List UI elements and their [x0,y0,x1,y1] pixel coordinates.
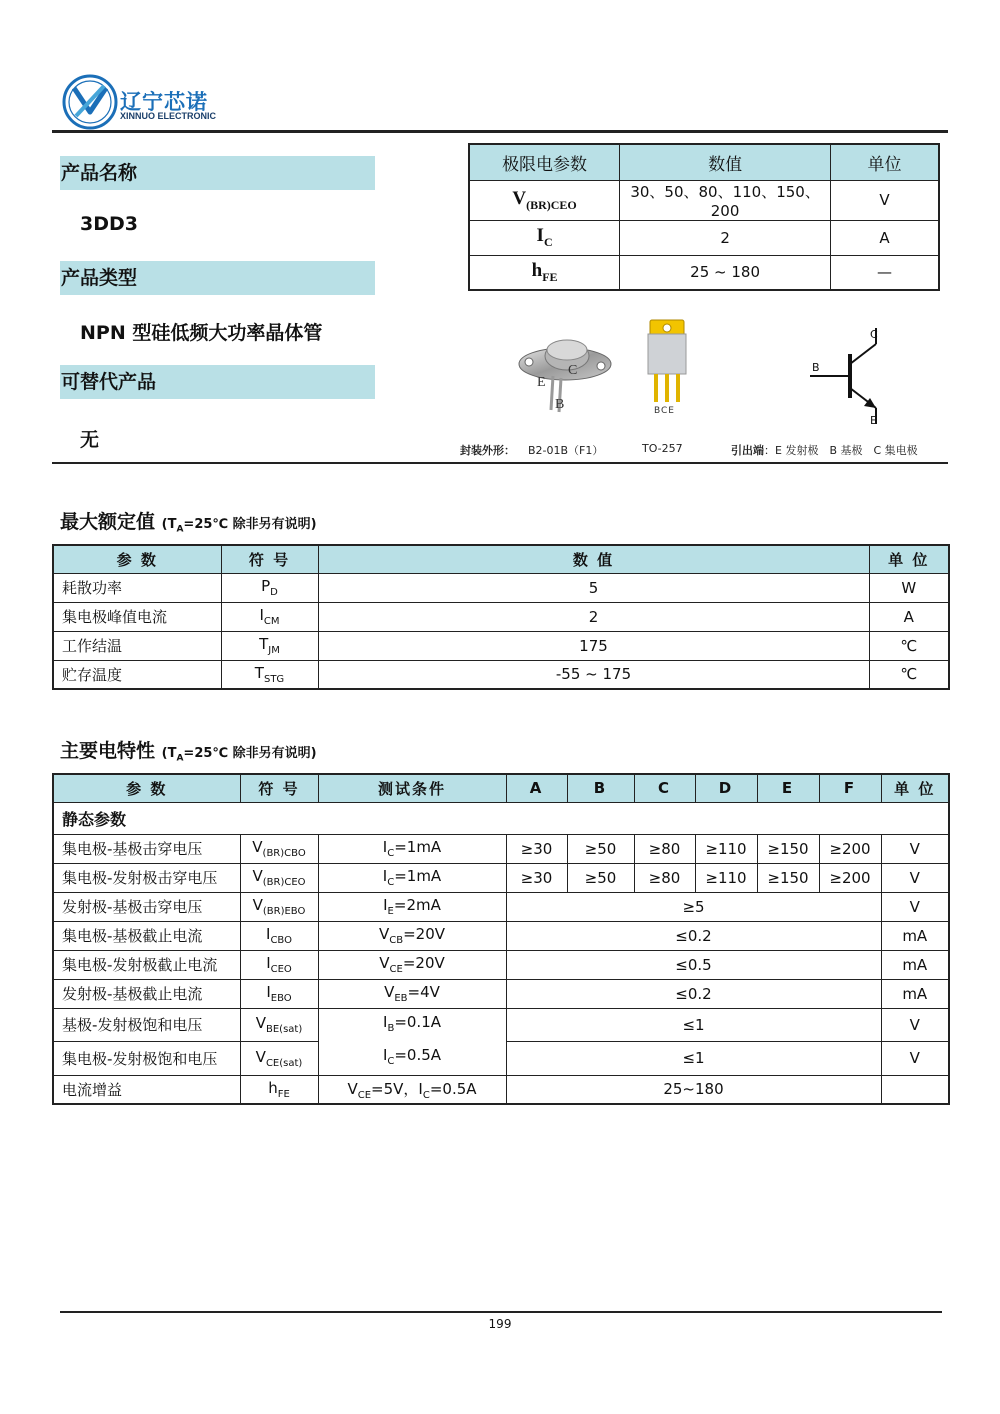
table-row [469,255,939,290]
symbol-main: V [255,1014,266,1033]
table-row [53,921,949,950]
condition-cell [318,892,506,921]
unit-cell: V [881,863,949,892]
table-row [53,660,949,689]
package-caption-pkg1: B2-01B（F1） [528,444,604,457]
cond-sub: EB [394,993,408,1004]
cond-main: I [382,1045,388,1064]
npn-transistor-symbol [806,324,896,428]
limit-param [469,255,620,290]
symbol-label-e: E [870,414,877,427]
header-grade-c: C [634,774,695,802]
cond-prefix: (T [161,746,177,761]
condition-cell [318,863,506,892]
table-row [53,950,949,979]
merged-value: ≤0.5 [506,950,881,979]
page-number: 199 [488,1317,512,1331]
symbol-cell [240,834,318,863]
header-grade-e: E [757,774,819,802]
electrical-title [60,736,317,764]
merged-value: ≤1 [506,1042,881,1076]
electrical-condition [161,746,317,764]
saturation-condition-cell [318,1008,506,1075]
header-grade-d: D [695,774,757,802]
merged-value: ≤1 [506,1008,881,1042]
symbol-main: V [252,867,263,885]
symbol-sub: (BR)CEO [526,197,577,212]
unit-cell: V [881,1042,949,1076]
product-name-label: 产品名称 [60,156,375,190]
header-condition: 测试条件 [318,774,506,802]
cond-main: V [347,1079,358,1098]
condition-cell [318,921,506,950]
pin-description-label: 引出端 [731,444,764,457]
alternative-value: 无 [80,429,100,451]
header-grade-f: F [819,774,881,802]
symbol-cell [240,950,318,979]
company-logo [62,74,118,130]
cond-sub: C [387,877,395,888]
caption-label-text: 封装外形： [460,444,515,457]
unit-cell: V [881,834,949,863]
limit-parameters-table [468,143,940,291]
param-cell: 集电极-发射极截止电流 [53,950,240,979]
grade-e-value: ≥150 [757,834,819,863]
symbol-sub: (BR)CBO [262,848,306,859]
pin-label-b: B [555,397,565,412]
symbol-sub: (BR)CEO [262,877,306,888]
grade-b-value: ≥50 [567,834,634,863]
group-row [53,802,949,834]
electrical-header [53,774,949,802]
max-ratings-table [52,544,950,690]
hfe-condition-cell [318,1075,506,1104]
symbol-sub: JM [268,645,280,656]
table-row [53,602,949,631]
cond-sub: C [422,1089,430,1101]
symbol-label-b: B [812,361,820,374]
unit-cell: V [881,892,949,921]
cond-rest: =2mA [393,896,441,914]
pin-description-text: ：E 发射极 B 基极 C 集电极 [764,444,918,457]
symbol-main: V [252,896,263,914]
limit-unit: — [831,255,939,290]
brand-name-en: XINNUO ELECTRONIC [120,111,217,121]
cond-rest: =0.5A [394,1045,442,1064]
table-row [53,1008,949,1042]
cond-main: V [384,983,395,1001]
cond-main: I [382,867,388,885]
header-value: 数 值 [318,545,869,573]
limit-value: 2 [620,220,831,255]
header-unit: 单 位 [881,774,949,802]
pin-label-c: C [568,363,578,378]
limit-header-value: 数值 [620,144,831,180]
limit-header-unit: 单位 [831,144,939,180]
param-cell: 工作结温 [53,631,221,660]
grade-e-value: ≥150 [757,863,819,892]
param-cell: 集电极-发射极击穿电压 [53,863,240,892]
value-cell: 5 [318,573,869,602]
symbol-cell [240,979,318,1008]
limit-value: 30、50、80、110、150、200 [620,180,831,220]
symbol-main: h [531,259,543,281]
max-ratings-header [53,545,949,573]
param-cell: 贮存温度 [53,660,221,689]
grade-a-value: ≥30 [506,834,567,863]
symbol-sub: BE(sat) [266,1024,303,1036]
merged-value: ≥5 [506,892,881,921]
header-symbol: 符 号 [221,545,318,573]
symbol-main: T [259,635,269,653]
symbol-sub: CE(sat) [265,1057,303,1069]
cond-sub: CE [357,1089,372,1101]
table-row [53,573,949,602]
value-cell: 175 [318,631,869,660]
param-cell: 集电极峰值电流 [53,602,221,631]
symbol-sub: FE [542,269,558,284]
cond-main: V [378,925,390,943]
symbol-main: T [254,663,264,682]
limit-table-header [469,144,939,180]
header-param: 参 数 [53,774,240,802]
symbol-sub: (BR)EBO [262,906,306,917]
grade-c-value: ≥80 [634,834,695,863]
grade-d-value: ≥110 [695,834,757,863]
limit-unit: V [831,180,939,220]
grade-c-value: ≥80 [634,863,695,892]
condition-cell [318,979,506,1008]
symbol-cell [240,1042,318,1076]
product-type-label: 产品类型 [60,261,375,295]
unit-cell: W [869,573,949,602]
cond-sub: C [387,848,395,859]
table-row [53,834,949,863]
pin-label-bce: BCE [654,406,675,416]
sat-cond-line2 [319,1042,506,1075]
electrical-title-text: 主要电特性 [60,740,156,762]
condition-cell [318,950,506,979]
symbol-cell [240,863,318,892]
cond-sub: CB [389,935,404,946]
limit-value: 25 ~ 180 [620,255,831,290]
symbol-cell [221,602,318,631]
section-divider [52,462,948,464]
unit-cell [881,1075,949,1104]
param-cell: 发射极-基极击穿电压 [53,892,240,921]
cond-rest: =1mA [394,867,442,885]
cond-rest: =20V [402,954,445,972]
symbol-sub: CBO [270,935,292,946]
symbol-main: I [266,954,271,972]
symbol-main: V [512,187,527,209]
limit-param [469,220,620,255]
table-row [53,1075,949,1104]
header-symbol: 符 号 [240,774,318,802]
symbol-main: I [266,983,271,1001]
header-grade-b: B [567,774,634,802]
unit-cell: ℃ [869,660,949,689]
symbol-sub: EBO [270,993,292,1004]
header-grade-a: A [506,774,567,802]
table-row [53,892,949,921]
cond-prefix: (T [161,517,177,532]
limit-header-param: 极限电参数 [469,144,620,180]
unit-cell: mA [881,921,949,950]
symbol-cell [240,892,318,921]
product-name-value: 3DD3 [80,213,138,235]
table-row [53,631,949,660]
header-divider [52,130,948,133]
symbol-cell [221,660,318,689]
cond-main: V [379,954,390,972]
param-cell: 集电极-基极截止电流 [53,921,240,950]
sat-cond-line1 [319,1009,506,1042]
symbol-cell [240,1008,318,1042]
cond-sub: CE [389,964,403,975]
package-to-257-image [642,318,692,416]
symbol-main: P [261,577,271,595]
header-unit: 单 位 [869,545,949,573]
table-row [469,180,939,220]
brand-name-cn: 辽宁芯诺 [120,90,208,114]
grade-a-value: ≥30 [506,863,567,892]
symbol-cell [240,1075,318,1104]
pin-description [731,442,918,458]
symbol-sub: CEO [270,964,292,975]
value-cell: 2 [318,602,869,631]
cond-main: I [383,1012,388,1031]
cond-suffix: =25℃ 除非另有说明) [183,746,317,761]
cond-main: I [383,896,388,914]
cond-sub: A [176,524,184,535]
package-b2-01b-image [515,322,615,417]
limit-param [469,180,620,220]
cond-rest: =5V， [371,1079,419,1098]
max-ratings-title-text: 最大额定值 [60,511,156,533]
symbol-sub: CM [263,616,280,627]
table-row [53,863,949,892]
grade-f-value: ≥200 [819,863,881,892]
unit-cell: A [869,602,949,631]
param-cell: 耗散功率 [53,573,221,602]
unit-cell: V [881,1008,949,1042]
alternative-label: 可替代产品 [60,365,375,399]
footer-divider [60,1311,942,1313]
table-row [53,979,949,1008]
product-type-value: NPN 型硅低频大功率晶体管 [80,322,323,344]
grade-d-value: ≥110 [695,863,757,892]
symbol-sub: STG [263,673,285,685]
symbol-sub: FE [277,1088,290,1100]
limit-unit: A [831,220,939,255]
unit-cell: ℃ [869,631,949,660]
symbol-sub: C [543,234,553,249]
merged-value: 25~180 [506,1075,881,1104]
param-cell: 集电极-发射极饱和电压 [53,1042,240,1076]
condition-cell [318,834,506,863]
cond-main: I [382,838,388,856]
cond-sub: C [387,1055,395,1067]
symbol-cell [240,921,318,950]
cond-sub: A [176,753,184,764]
symbol-cell [221,631,318,660]
symbol-main: I [259,606,264,624]
cond-rest: =4V [407,983,440,1001]
param-cell: 电流增益 [53,1075,240,1104]
cond-rest: =0.1A [394,1012,441,1031]
cond-rest: =1mA [394,838,442,856]
symbol-main: I [266,925,271,943]
param-cell: 集电极-基极击穿电压 [53,834,240,863]
cond-rest: =20V [403,925,446,943]
symbol-sub: D [270,587,278,598]
table-row [469,220,939,255]
param-cell: 基极-发射极饱和电压 [53,1008,240,1042]
electrical-characteristics-table [52,773,950,1105]
symbol-main: V [252,838,263,856]
symbol-main: V [255,1047,266,1066]
cond-sub: E [387,906,394,917]
value-cell: -55 ~ 175 [318,660,869,689]
symbol-main: h [268,1078,278,1097]
max-ratings-condition [161,517,317,535]
grade-b-value: ≥50 [567,863,634,892]
cond-main: I [418,1079,423,1098]
merged-value: ≤0.2 [506,921,881,950]
grade-f-value: ≥200 [819,834,881,863]
package-caption-pkg2: TO-257 [642,442,683,455]
merged-value: ≤0.2 [506,979,881,1008]
param-cell: 发射极-基极截止电流 [53,979,240,1008]
unit-cell: mA [881,979,949,1008]
pin-label-e: E [537,375,546,390]
cond-suffix: =25℃ 除非另有说明) [183,517,317,532]
cond-rest: =0.5A [429,1079,477,1098]
symbol-label-c: C [870,328,878,341]
static-params-label: 静态参数 [53,802,949,834]
cond-sub: B [387,1022,395,1034]
symbol-cell [221,573,318,602]
unit-cell: mA [881,950,949,979]
max-ratings-title [60,507,317,535]
header-param: 参 数 [53,545,221,573]
package-caption-label [460,442,515,458]
symbol-main: I [536,225,544,247]
